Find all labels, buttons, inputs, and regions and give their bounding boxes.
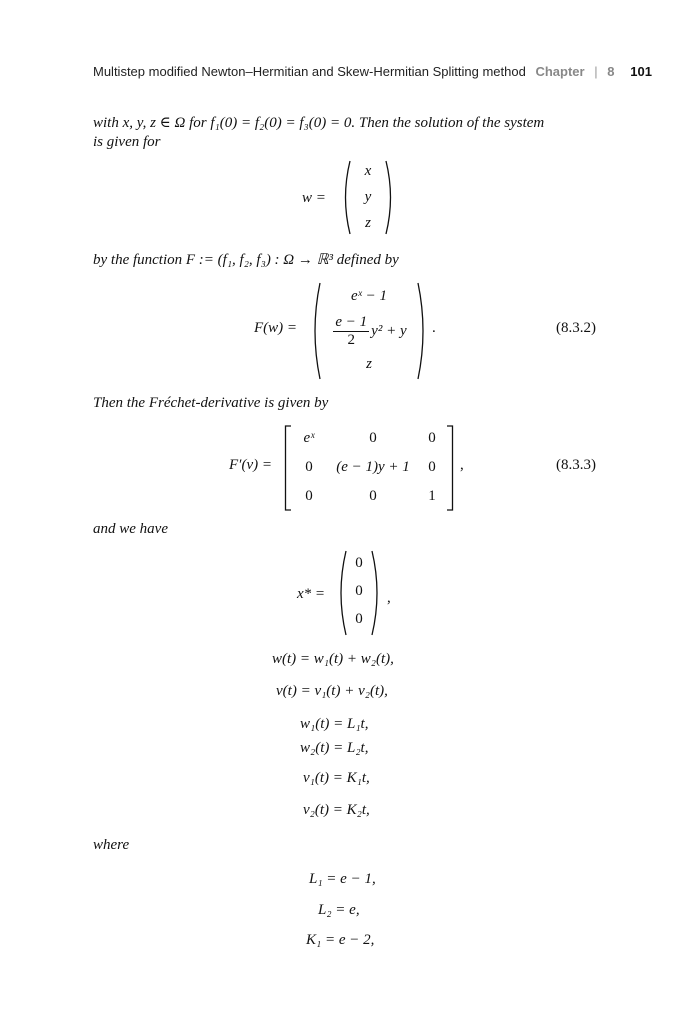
w-vector-lhs: w = — [302, 190, 326, 206]
F-prime-matrix — [284, 425, 454, 511]
system-line-6: v₂(t) = K₂t, — [303, 802, 370, 818]
x-star-entry-1: 0 — [355, 555, 363, 571]
running-title: Multistep modified Newton–Hermitian and Skew-Hermitian Splitting method — [93, 64, 526, 79]
header-separator: | — [594, 64, 598, 79]
where-line-1: L₁ = e − 1, — [309, 871, 376, 887]
F-row-3: z — [366, 356, 372, 372]
running-header — [93, 64, 652, 84]
where-line-3: K₁ = e − 2, — [306, 932, 375, 948]
F-row-2-tail: y² + y — [371, 322, 407, 339]
w-vector — [340, 160, 396, 235]
x-star-vector — [336, 550, 382, 636]
equation-number-8-3-2: (8.3.2) — [556, 320, 596, 336]
left-paren — [336, 550, 348, 636]
F-of-w-vector — [310, 282, 428, 380]
F-prime-r1c3: 0 — [428, 430, 436, 446]
chapter-number: 8 — [607, 64, 615, 79]
w-entry-x: x — [364, 163, 372, 179]
system-line-1: w(t) = w₁(t) + w₂(t), — [272, 651, 394, 667]
F-row-2-fraction — [333, 314, 369, 349]
left-paren — [310, 282, 322, 380]
F-row-2-numerator: e − 1 — [335, 314, 368, 330]
left-bracket — [284, 425, 292, 511]
intro-line-1: with x, y, z ∈ Ω for f₁(0) = f₂(0) = f₃(0) = 0. Then the solution of the system — [93, 115, 545, 131]
equation-number-8-3-3: (8.3.3) — [556, 457, 596, 473]
x-star-trail: , — [387, 590, 391, 606]
w-entry-y: y — [364, 189, 372, 205]
F-prime-r1c1: eˣ — [303, 430, 315, 446]
F-of-w-trail: . — [432, 320, 436, 336]
F-prime-r2c1: 0 — [305, 459, 313, 475]
left-paren — [340, 160, 352, 235]
where-line-2: L₂ = e, — [318, 902, 360, 918]
x-star-entry-2: 0 — [355, 583, 363, 599]
F-prime-r3c2: 0 — [369, 488, 377, 504]
chapter-label: Chapter — [535, 64, 585, 79]
right-bracket — [446, 425, 454, 511]
system-line-3: w₁(t) = L₁t, — [300, 716, 369, 732]
where-line: where — [93, 837, 130, 853]
intro-line-2: is given for — [93, 134, 161, 150]
F-of-w-lhs: F(w) = — [254, 320, 298, 336]
frechet-intro-line: Then the Fréchet-derivative is given by — [93, 395, 329, 411]
F-prime-r3c1: 0 — [305, 488, 313, 504]
w-entry-z: z — [365, 215, 371, 231]
F-prime-r1c2: 0 — [369, 430, 377, 446]
F-prime-lhs: F′(v) = — [229, 457, 272, 473]
x-star-lhs: x* = — [297, 586, 326, 602]
F-prime-r3c3: 1 — [428, 488, 436, 504]
and-we-have-line: and we have — [93, 521, 168, 537]
F-prime-r2c2: (e − 1)y + 1 — [336, 459, 410, 475]
function-def-line: by the function F := (f₁, f₂, f₃) : Ω → ℝ³ defined by — [93, 252, 399, 268]
F-row-2-denominator: 2 — [347, 332, 356, 348]
right-paren — [370, 550, 382, 636]
system-line-4: w₂(t) = L₂t, — [300, 740, 369, 756]
F-row-1: eˣ − 1 — [350, 288, 387, 304]
system-line-5: v₁(t) = K₁t, — [303, 770, 370, 786]
system-line-2: v(t) = v₁(t) + v₂(t), — [276, 683, 388, 699]
x-star-entry-3: 0 — [355, 611, 363, 627]
right-paren — [384, 160, 396, 235]
F-row-2 — [324, 314, 414, 349]
F-prime-r2c3: 0 — [428, 459, 436, 475]
F-prime-trail: , — [460, 457, 464, 473]
page-number: 101 — [630, 64, 652, 79]
right-paren — [416, 282, 428, 380]
